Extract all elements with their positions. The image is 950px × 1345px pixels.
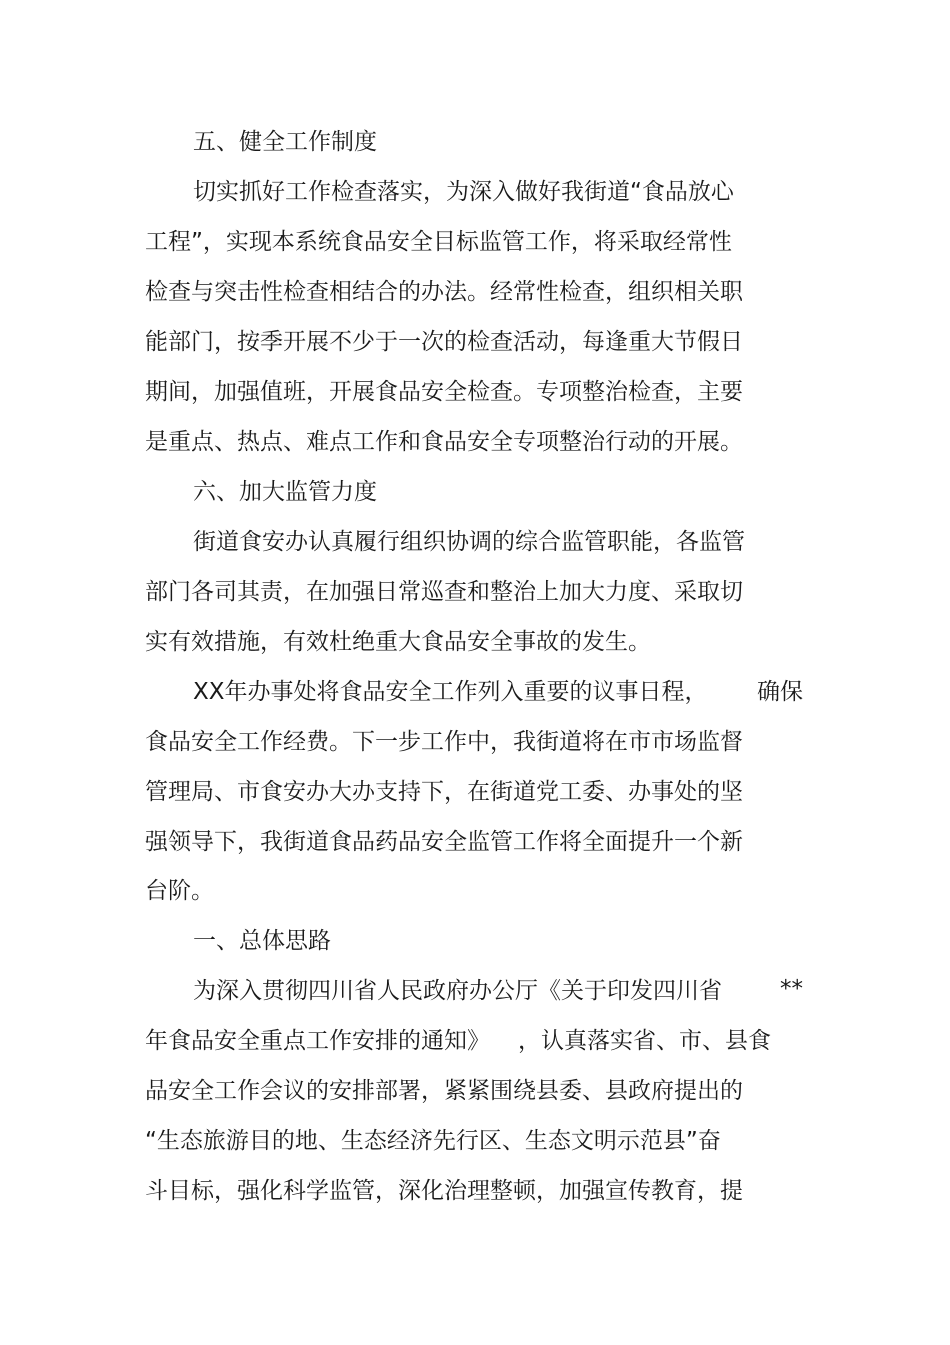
paragraph-line: 品安全工作会议的安排部署，紧紧围绕县委、县政府提出的 — [145, 1078, 743, 1104]
paragraph-line: 台阶。 — [145, 878, 214, 904]
paragraph-line: “生态旅游目的地、生态经济先行区、生态文明示范县”奋 — [145, 1128, 721, 1154]
paragraph-line: 管理局、市食安办大办支持下，在街道党工委、办事处的坚 — [145, 779, 743, 805]
section-heading-5: 五、健全工作制度 — [193, 129, 377, 155]
paragraph-line: 切实抓好工作检查落实，为深入做好我街道“食品放心 — [193, 179, 734, 205]
paragraph-line: 斗目标，强化科学监管，深化治理整顿，加强宣传教育，提 — [145, 1178, 743, 1204]
paragraph-line-fragment: 确保 — [757, 679, 803, 705]
paragraph-line: 期间，加强值班，开展食品安全检查。专项整治检查，主要 — [145, 379, 743, 405]
section-heading-6: 六、加大监管力度 — [193, 479, 377, 505]
paragraph-line: 年食品安全重点工作安排的通知》 — [145, 1028, 490, 1054]
paragraph-line: 强领导下，我街道食品药品安全监管工作将全面提升一个新 — [145, 829, 743, 855]
paragraph-line: 能部门，按季开展不少于一次的检查活动，每逢重大节假日 — [145, 329, 743, 355]
paragraph-line: 街道食安办认真履行组织协调的综合监管职能，各监管 — [193, 529, 745, 555]
paragraph-line: 是重点、热点、难点工作和食品安全专项整治行动的开展。 — [145, 429, 743, 455]
paragraph-line: XX年办事处将食品安全工作列入重要的议事日程， — [193, 679, 708, 705]
paragraph-line: 为深入贯彻四川省人民政府办公厅《关于印发四川省 — [193, 978, 722, 1004]
paragraph-line: 工程”，实现本系统食品安全目标监管工作，将采取经常性 — [145, 229, 732, 255]
paragraph-line-fragment: ，认真落实省、市、县食 — [518, 1028, 771, 1054]
paragraph-line: 部门各司其责，在加强日常巡查和整治上加大力度、采取切 — [145, 579, 743, 605]
redacted-year-marker: ** — [780, 976, 803, 1002]
section-heading-1: 一、总体思路 — [193, 928, 331, 954]
paragraph-line: 实有效措施，有效杜绝重大食品安全事故的发生。 — [145, 629, 651, 655]
paragraph-line: 食品安全工作经费。下一步工作中，我街道将在市市场监督 — [145, 729, 743, 755]
paragraph-line: 检查与突击性检查相结合的办法。经常性检查，组织相关职 — [145, 279, 743, 305]
